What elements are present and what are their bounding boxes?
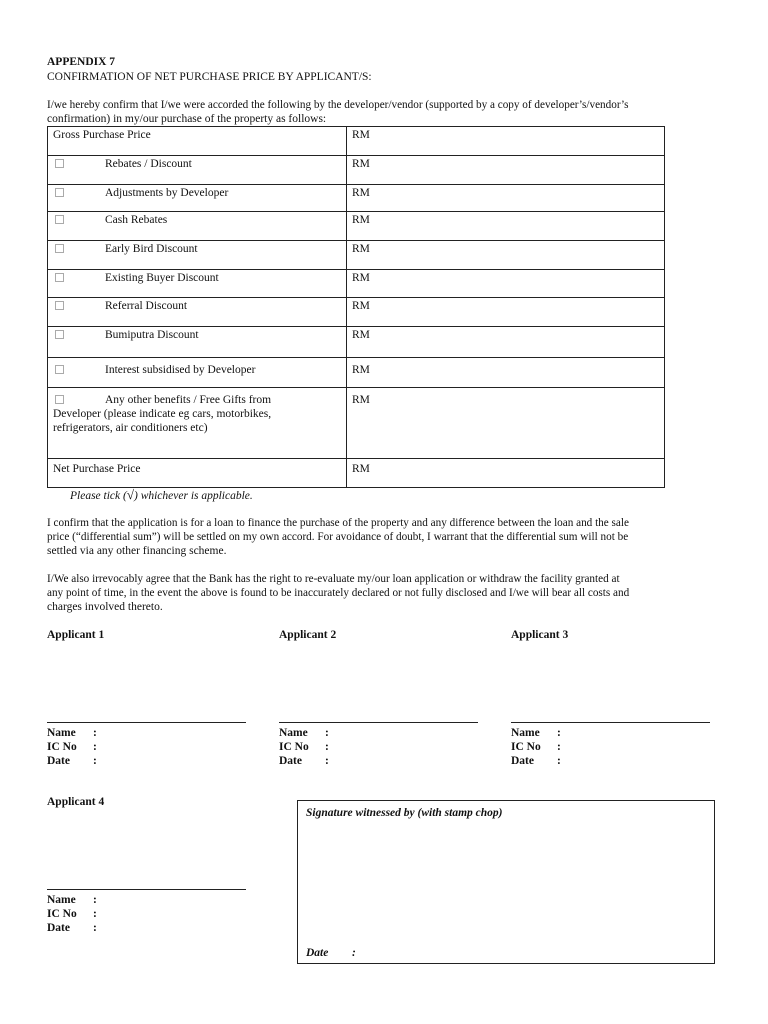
applicant-4-ic-field[interactable]: IC No : (47, 908, 97, 920)
applicant-3-name-field[interactable]: Name : (511, 727, 561, 739)
gross-price-rm[interactable]: RM (347, 127, 665, 156)
tick-note (70, 488, 253, 503)
gross-price-label: Gross Purchase Price (48, 127, 347, 156)
table-row (48, 185, 665, 212)
price-table (47, 126, 665, 488)
applicant-2-ic-field[interactable]: IC No : (279, 741, 329, 753)
table-row (48, 270, 665, 298)
para1-line-3: settled via any other financing scheme. (47, 545, 227, 557)
applicant-3-ic-field[interactable]: IC No : (511, 741, 561, 753)
applicant-4-title: Applicant 4 (47, 796, 105, 808)
witness-title: Signature witnessed by (with stamp chop) (306, 807, 503, 819)
applicant-2-date-field[interactable]: Date : (279, 755, 329, 767)
table-row (48, 156, 665, 185)
checkbox[interactable] (55, 395, 64, 404)
checkbox[interactable] (55, 365, 64, 374)
tick-note-prefix: Please tick ( (70, 490, 127, 502)
item-rm[interactable]: RM (347, 327, 665, 358)
applicant-2-title: Applicant 2 (279, 629, 337, 641)
para2-line-2: any point of time, in the event the above is found to be inaccurately declared or not fully disclosed and I/we will bear all costs and (47, 587, 630, 599)
applicant-1-ic-field[interactable]: IC No : (47, 741, 97, 753)
applicant-1-title: Applicant 1 (47, 629, 105, 641)
item-label: Adjustments by Developer (105, 187, 229, 199)
applicant-4-name-field[interactable]: Name : (47, 894, 97, 906)
tick-note-suffix: ) whichever is applicable. (133, 490, 253, 502)
table-row (48, 241, 665, 270)
item-label: Cash Rebates (105, 214, 168, 226)
other-benefits-line-2: Developer (please indicate eg cars, motorbikes, (53, 408, 272, 420)
applicant-2-name-field[interactable]: Name : (279, 727, 329, 739)
checkbox[interactable] (55, 244, 64, 253)
table-row (48, 327, 665, 358)
item-rm[interactable]: RM (347, 298, 665, 327)
other-benefits-rm[interactable]: RM (347, 388, 665, 459)
page-title: CONFIRMATION OF NET PURCHASE PRICE BY APPLICANT/S: (47, 71, 372, 83)
applicant-1-signature-line[interactable] (47, 722, 246, 723)
para1-line-1: I confirm that the application is for a loan to finance the purchase of the property and any difference between the loan and the sale (47, 517, 629, 529)
tick-mark-icon: √ (126, 487, 134, 502)
checkbox[interactable] (55, 301, 64, 310)
table-row (48, 212, 665, 241)
checkbox[interactable] (55, 330, 64, 339)
applicant-3-signature-line[interactable] (511, 722, 710, 723)
table-row-gross (48, 127, 665, 156)
applicant-4-date-field[interactable]: Date : (47, 922, 97, 934)
applicant-3-date-field[interactable]: Date : (511, 755, 561, 767)
net-price-label: Net Purchase Price (48, 459, 347, 488)
item-rm[interactable]: RM (347, 185, 665, 212)
checkbox[interactable] (55, 273, 64, 282)
checkbox[interactable] (55, 188, 64, 197)
applicant-3-title: Applicant 3 (511, 629, 569, 641)
item-rm[interactable]: RM (347, 241, 665, 270)
para2-line-1: I/We also irrevocably agree that the Bank has the right to re-evaluate my/our loan application or withdraw the facility granted at (47, 573, 620, 585)
table-row-other-benefits (48, 388, 665, 459)
item-rm[interactable]: RM (347, 270, 665, 298)
applicant-4-signature-line[interactable] (47, 889, 246, 890)
witness-date-field[interactable]: Date : (306, 947, 356, 959)
other-benefits-line-3: refrigerators, air conditioners etc) (53, 422, 208, 434)
applicant-2-signature-line[interactable] (279, 722, 478, 723)
item-label: Bumiputra Discount (105, 329, 199, 341)
item-rm[interactable]: RM (347, 358, 665, 388)
checkbox[interactable] (55, 215, 64, 224)
para1-line-2: price (“differential sum”) will be settled on my own accord. For avoidance of doubt, I warrant that the differential sum will not be (47, 531, 629, 543)
para2-line-3: charges involved thereto. (47, 601, 163, 613)
item-rm[interactable]: RM (347, 156, 665, 185)
intro-line-2: confirmation) in my/our purchase of the property as follows: (47, 113, 327, 125)
intro-line-1: I/we hereby confirm that I/we were accorded the following by the developer/vendor (supported by a copy of developer’s/vendor’s (47, 99, 629, 111)
item-label: Early Bird Discount (105, 243, 198, 255)
table-row (48, 298, 665, 327)
witness-signature-box[interactable] (297, 800, 715, 964)
applicant-1-date-field[interactable]: Date : (47, 755, 97, 767)
item-label: Referral Discount (105, 300, 188, 312)
item-label: Existing Buyer Discount (105, 272, 219, 284)
item-label: Rebates / Discount (105, 158, 192, 170)
applicant-1-name-field[interactable]: Name : (47, 727, 97, 739)
checkbox[interactable] (55, 159, 64, 168)
appendix-label: APPENDIX 7 (47, 56, 116, 68)
item-rm[interactable]: RM (347, 212, 665, 241)
item-label: Interest subsidised by Developer (105, 364, 256, 376)
table-row (48, 358, 665, 388)
table-row-net (48, 459, 665, 488)
net-price-rm[interactable]: RM (347, 459, 665, 488)
other-benefits-line-1: Any other benefits / Free Gifts from (105, 394, 272, 406)
